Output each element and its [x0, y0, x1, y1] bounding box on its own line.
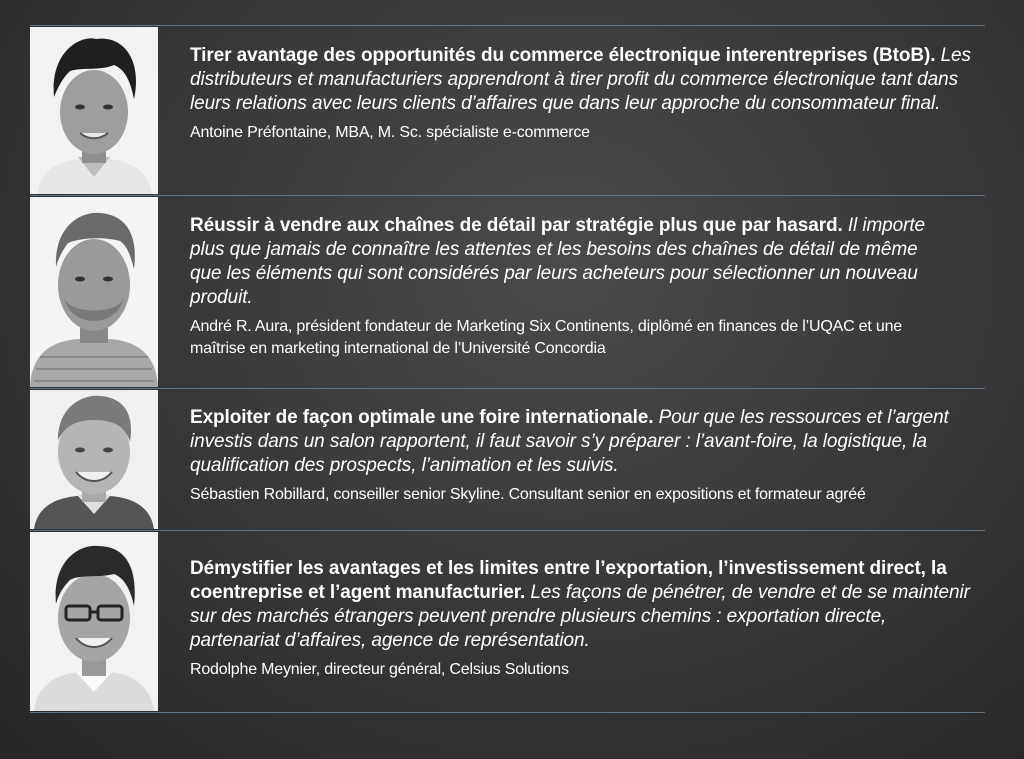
entry-author: André R. Aura, président fondateur de Marketing Six Continents, diplômé en finances de l’UQAC et une maîtrise en marketing international de l’Université Concordia: [190, 318, 902, 357]
speaker-photo-3: [30, 390, 158, 529]
speaker-photo-1: [30, 27, 158, 194]
divider: [30, 712, 985, 713]
divider: [30, 195, 985, 196]
entry-title: Tirer avantage des opportunités du commerce électronique interentreprises (BtoB).: [190, 45, 941, 66]
divider: [30, 388, 985, 389]
entry-description: Les distributeurs et manufacturiers apprendront à tirer profit du commerce électronique tant dans leurs relations avec leurs clients d’affaires que dans leur approche du consommateur final.: [190, 45, 971, 114]
divider: [30, 530, 985, 531]
speaker-photo-4: [30, 532, 158, 711]
entry-2: [190, 214, 950, 360]
speaker-photo-2: [30, 197, 158, 387]
entry-title: Démystifier les avantages et les limites entre l’exportation, l’investissement direct, la coentreprise et l’agent manufacturier.: [190, 558, 947, 603]
divider: [30, 25, 985, 26]
entry-description: Il importe plus que jamais de connaître les attentes et les besoins des chaînes de détail de même que les éléments qui sont considérés par leurs acheteurs pour sélectionner un nouveau produit.: [190, 215, 925, 308]
entry-4: [190, 557, 980, 681]
entry-description: Pour que les ressources et l’argent investis dans un salon rapportent, il faut savoir s’y préparer : l’avant-foire, la logistique, la qualification des prospects, l’animation et les suivis.: [190, 407, 949, 476]
entry-description: Les façons de pénétrer, de vendre et de se maintenir sur des marchés étrangers peuvent prendre plusieurs chemins : exportation directe, partenariat d’affaires, agence de représentation.: [190, 582, 970, 651]
entry-author: Sébastien Robillard, conseiller senior Skyline. Consultant senior en expositions et formateur agréé: [190, 486, 866, 503]
entry-author: Antoine Préfontaine, MBA, M. Sc. spécialiste e-commerce: [190, 124, 590, 141]
entry-3: [190, 406, 990, 506]
entry-title: Réussir à vendre aux chaînes de détail par stratégie plus que par hasard.: [190, 215, 848, 236]
entry-author: Rodolphe Meynier, directeur général, Celsius Solutions: [190, 661, 569, 678]
entry-1: [190, 44, 990, 144]
entry-title: Exploiter de façon optimale une foire internationale.: [190, 407, 659, 428]
